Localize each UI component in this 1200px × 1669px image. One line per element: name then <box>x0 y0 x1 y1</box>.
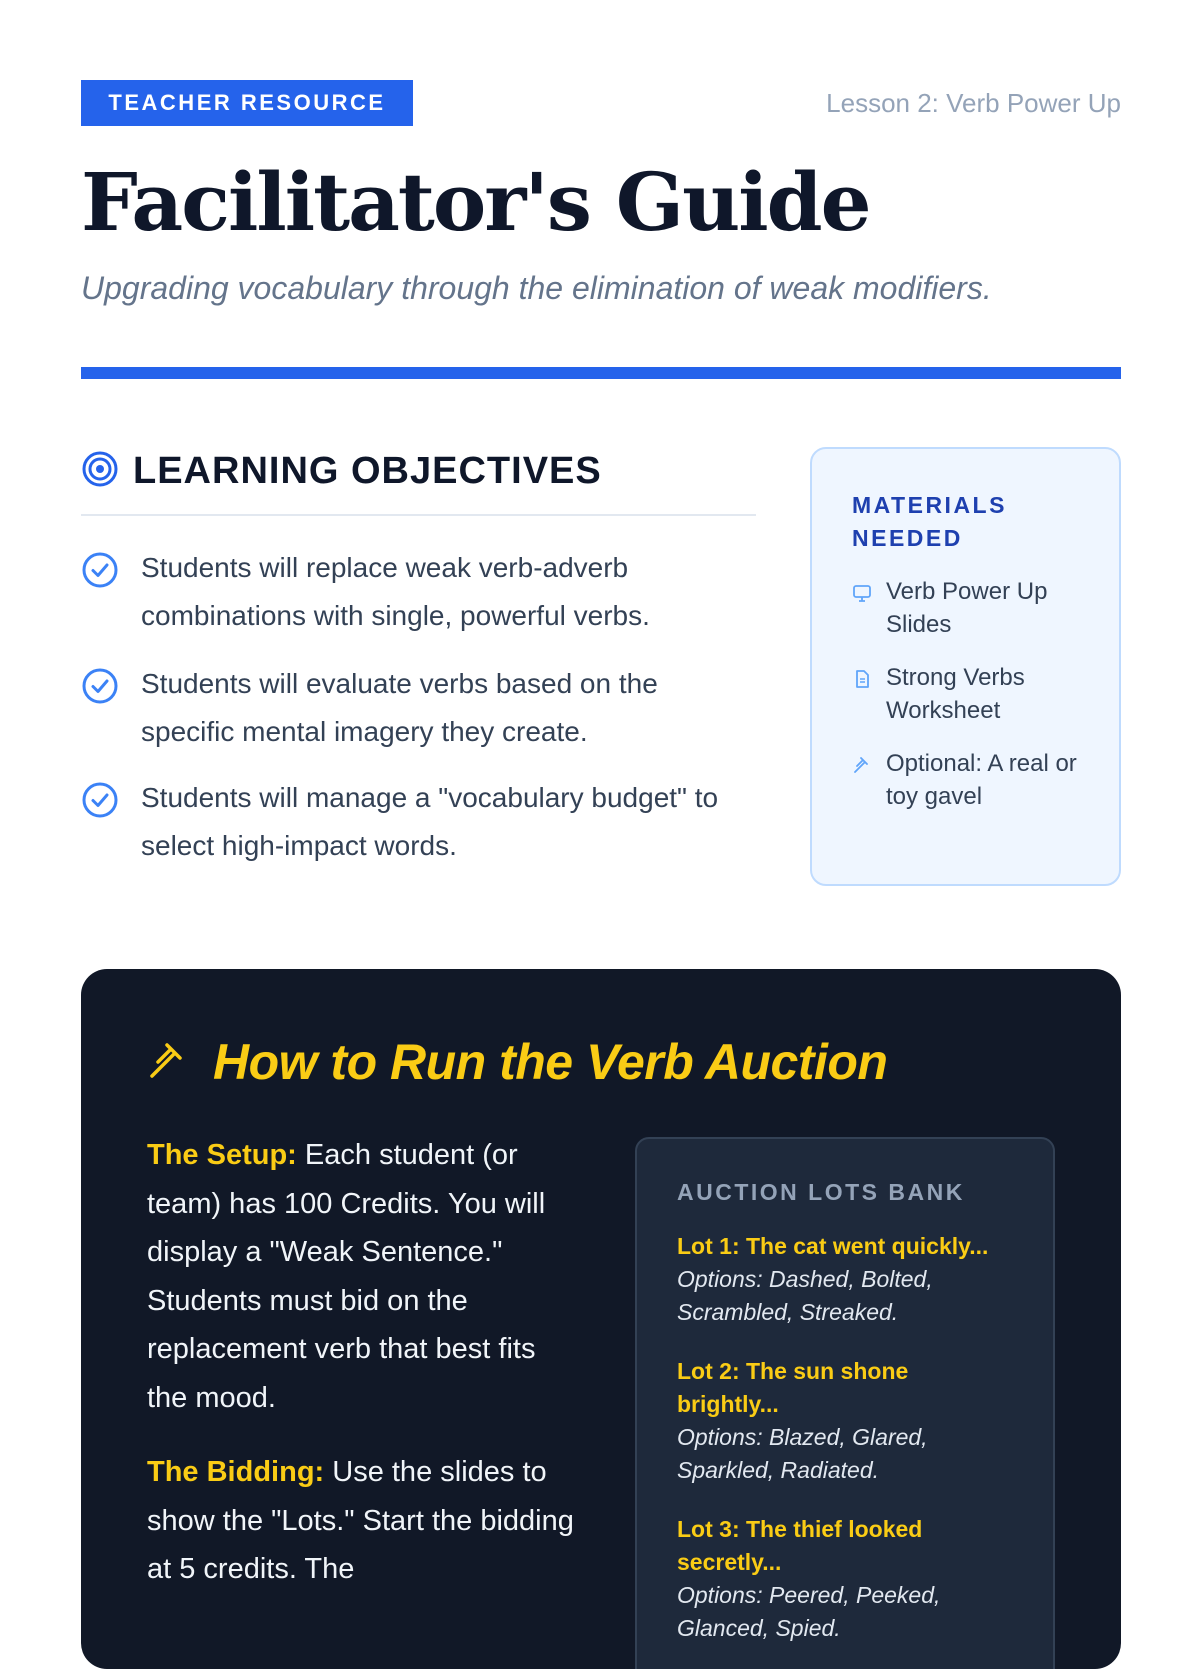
target-icon <box>81 450 119 493</box>
setup-text: Each student (or team) has 100 Credits. You will display a "Weak Sentence." Students must bid on the replacement verb that best fits the mood. <box>147 1139 546 1414</box>
material-item <box>852 575 1079 641</box>
materials-needed-box <box>810 447 1121 886</box>
check-circle-icon <box>81 667 119 720</box>
bidding-label: The Bidding: <box>147 1456 325 1488</box>
objective-text: Students will manage a "vocabulary budget" to select high-impact words. <box>141 782 719 861</box>
monitor-icon <box>852 579 872 612</box>
auction-header <box>147 1033 887 1091</box>
lot-title: Lot 3: The thief looked secretly... <box>677 1516 923 1575</box>
lot-options: Options: Peered, Peeked, Glanced, Spied. <box>677 1582 941 1641</box>
material-label: Optional: A real or toy gavel <box>886 750 1077 810</box>
document-icon <box>852 665 872 698</box>
materials-list <box>852 575 1079 813</box>
bidding-paragraph <box>147 1448 577 1594</box>
material-item <box>852 661 1079 727</box>
header-topline <box>81 80 1121 127</box>
lesson-label: Lesson 2: Verb Power Up <box>826 88 1121 118</box>
page-subtitle: Upgrading vocabulary through the elimination of weak modifiers. <box>81 270 992 306</box>
auction-heading: How to Run the Verb Auction <box>213 1034 888 1090</box>
objectives-list <box>81 544 756 870</box>
materials-heading: MATERIALS NEEDED <box>852 492 1007 551</box>
page-title: Facilitator's Guide <box>81 155 870 249</box>
lot-options: Options: Dashed, Bolted, Scrambled, Streaked. <box>677 1266 933 1325</box>
objective-text: Students will evaluate verbs based on the specific mental imagery they create. <box>141 668 658 747</box>
material-label: Verb Power Up Slides <box>886 578 1048 638</box>
lots-heading: AUCTION LOTS BANK <box>677 1179 965 1205</box>
lot-item <box>677 1355 1015 1487</box>
lot-options: Options: Blazed, Glared, Sparkled, Radiated. <box>677 1424 928 1483</box>
material-item <box>852 747 1079 813</box>
lot-title: Lot 2: The sun shone brightly... <box>677 1358 909 1417</box>
gavel-icon <box>147 1040 187 1085</box>
facilitator-guide-page <box>81 80 1121 1641</box>
setup-label: The Setup: <box>147 1139 297 1171</box>
bidding-text: Use the slides to show the "Lots." Start the bidding at 5 credits. The <box>147 1456 574 1585</box>
learning-objectives-section <box>81 446 756 870</box>
objective-item <box>81 660 756 756</box>
objective-item <box>81 774 756 870</box>
objectives-heading: LEARNING OBJECTIVES <box>133 449 602 492</box>
teacher-resource-badge: TEACHER RESOURCE <box>81 80 413 126</box>
header-divider <box>81 367 1121 379</box>
check-circle-icon <box>81 551 119 604</box>
objective-text: Students will replace weak verb-adverb combinations with single, powerful verbs. <box>141 552 650 631</box>
objectives-header <box>81 446 756 516</box>
auction-lots-bank <box>635 1137 1055 1669</box>
lot-item <box>677 1230 1015 1329</box>
setup-paragraph <box>147 1131 577 1422</box>
auction-instructions <box>147 1131 577 1620</box>
gavel-icon <box>852 751 872 784</box>
check-circle-icon <box>81 781 119 834</box>
lot-item <box>677 1513 1015 1645</box>
material-label: Strong Verbs Worksheet <box>886 664 1025 724</box>
verb-auction-section <box>81 969 1121 1669</box>
objective-item <box>81 544 756 640</box>
lot-title: Lot 1: The cat went quickly... <box>677 1233 989 1259</box>
